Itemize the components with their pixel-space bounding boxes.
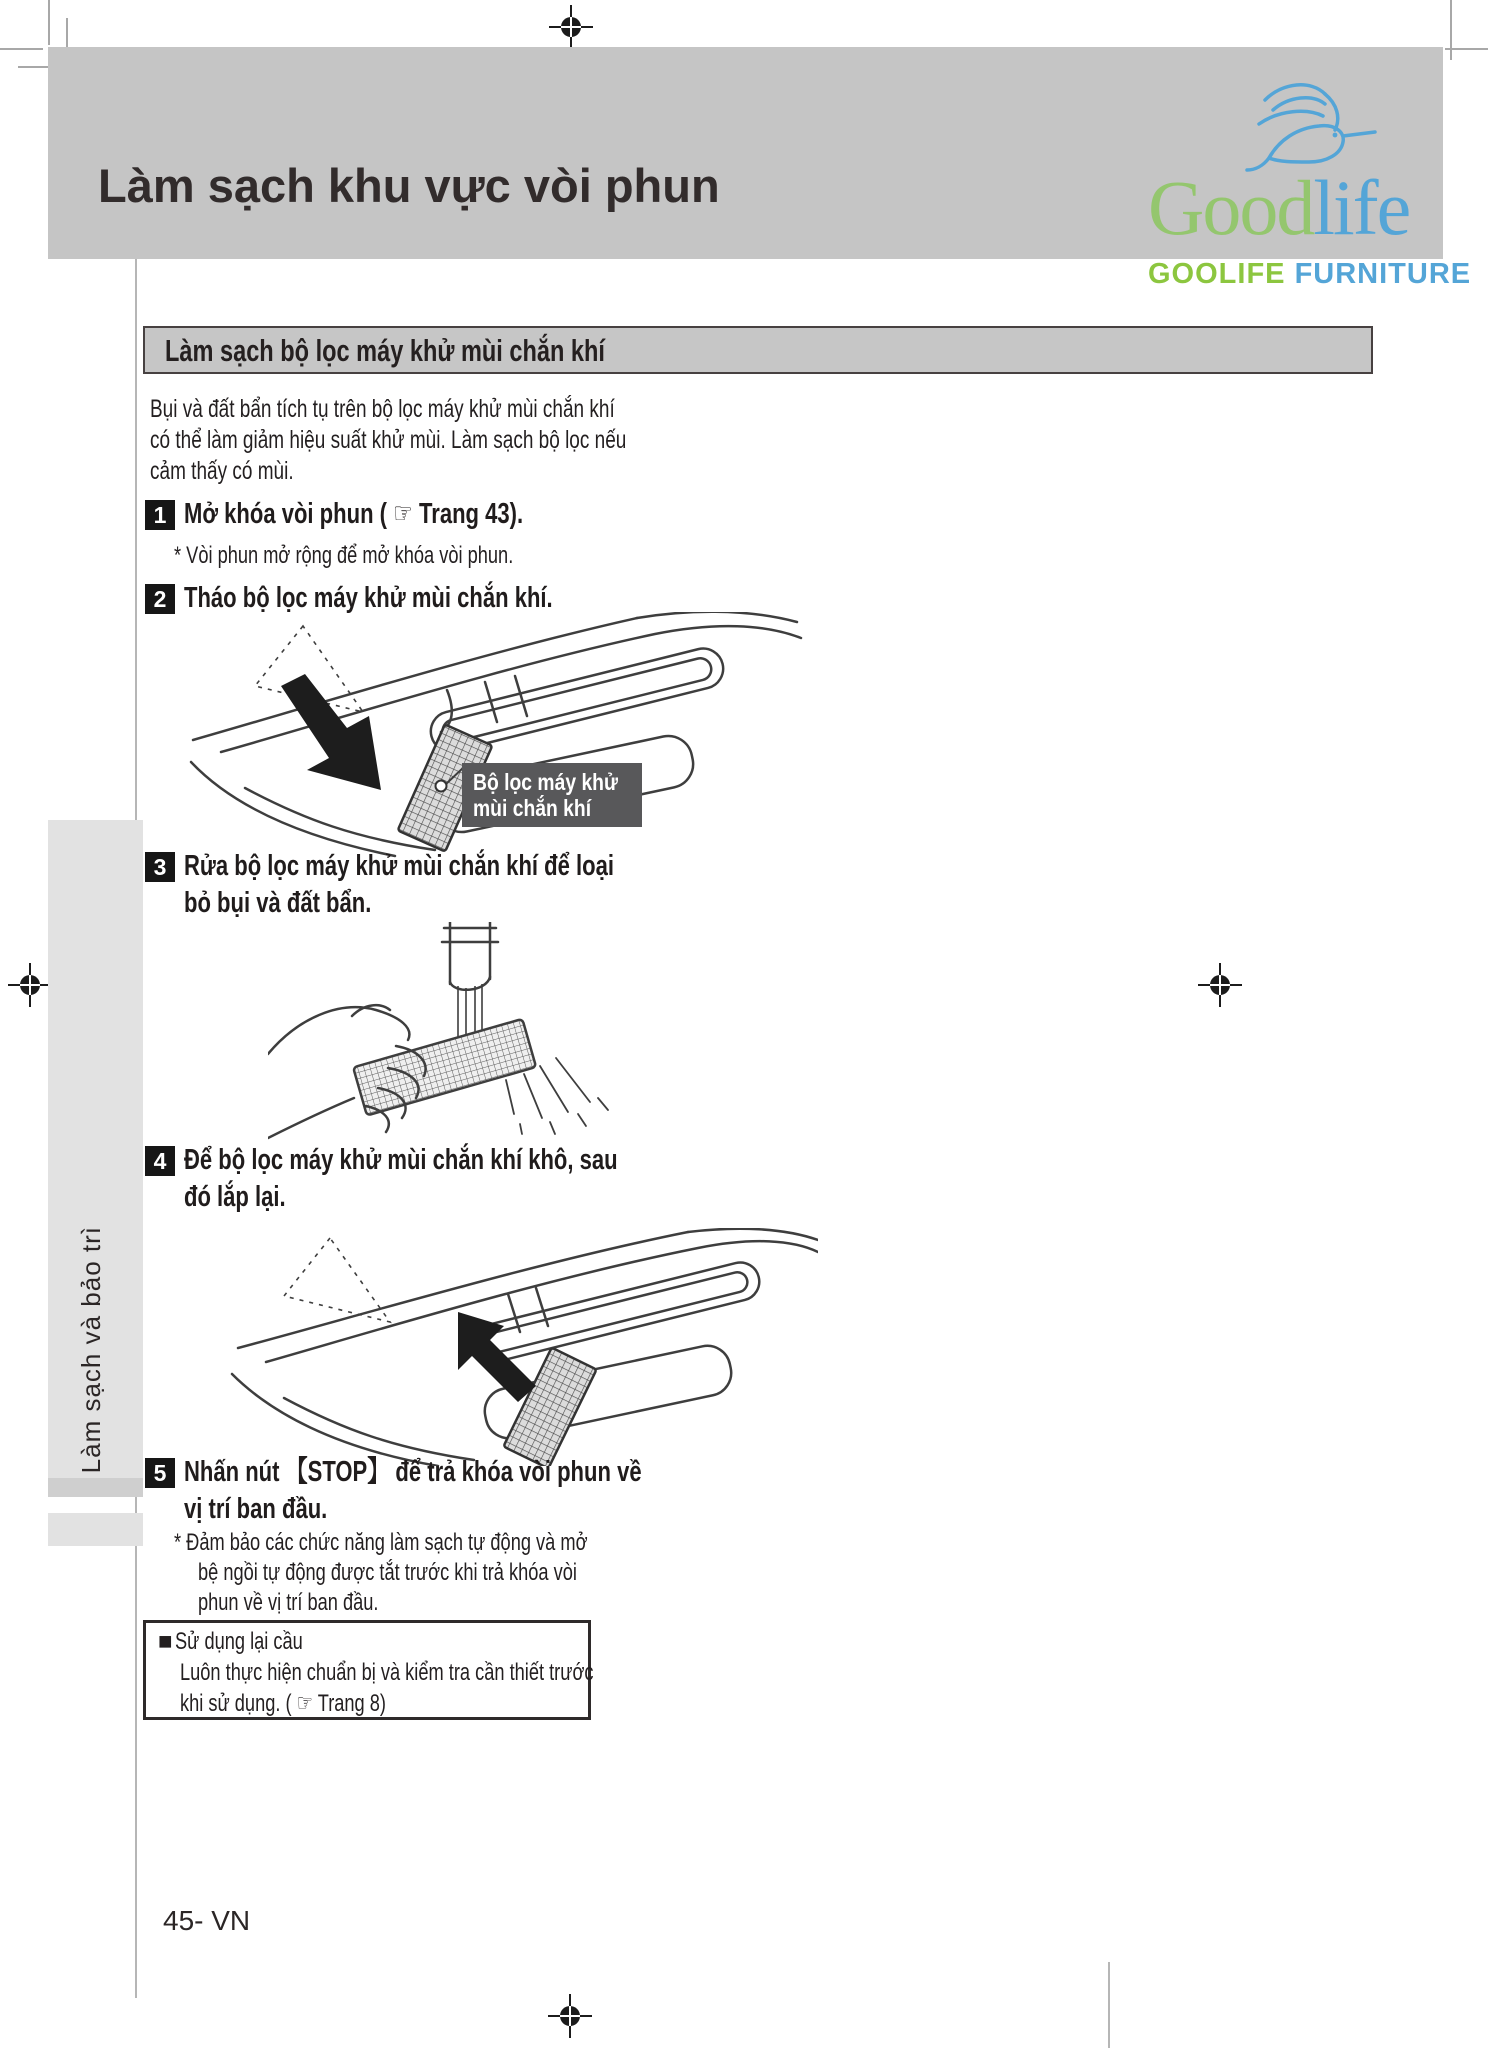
filter-rinsing-illustration bbox=[268, 922, 692, 1154]
step-number-badge: 2 bbox=[145, 584, 175, 614]
filter-callout-box bbox=[462, 763, 642, 827]
brand-wordmark bbox=[1148, 164, 1410, 251]
brand-word-good: Good bbox=[1148, 164, 1314, 251]
step-number-badge: 4 bbox=[145, 1146, 175, 1176]
step-title-line: đó lắp lại. bbox=[184, 1181, 286, 1213]
registration-mark-icon bbox=[549, 5, 593, 49]
step-title-line: Rửa bộ lọc máy khử mùi chắn khí để loại bbox=[184, 850, 614, 882]
sidebar-tab-divider bbox=[48, 1478, 143, 1497]
brand-subtitle-goolife: GOOLIFE bbox=[1148, 258, 1286, 290]
section-header-box bbox=[143, 326, 1373, 374]
step-1-note bbox=[174, 541, 620, 571]
note-box-line: khi sử dụng. ( ☞ Trang 8) bbox=[180, 1690, 386, 1717]
callout-line: Bộ lọc máy khử bbox=[473, 769, 618, 795]
step-note-line: phun về vị trí ban đầu. bbox=[198, 1589, 379, 1616]
square-bullet-icon: ■ bbox=[158, 1628, 173, 1655]
sidebar-chapter-label: Làm sạch và bảo trì bbox=[75, 1226, 106, 1474]
sidebar-chapter-tab-small bbox=[48, 1513, 143, 1546]
step-1-title bbox=[184, 496, 630, 533]
section-header-label: Làm sạch bộ lọc máy khử mùi chắn khí bbox=[165, 333, 605, 368]
step-title-line: Để bộ lọc máy khử mùi chắn khí khô, sau bbox=[184, 1144, 618, 1176]
crop-mark bbox=[1445, 48, 1488, 50]
crop-mark bbox=[1450, 0, 1452, 60]
filter-reinstall-illustration bbox=[218, 1228, 818, 1466]
step-3-title bbox=[184, 848, 750, 922]
page-number: 45- VN bbox=[163, 1905, 251, 1936]
registration-mark-icon bbox=[8, 963, 52, 1007]
intro-paragraph bbox=[150, 394, 777, 487]
step-5-title bbox=[184, 1454, 786, 1528]
registration-mark-icon bbox=[548, 1994, 592, 2038]
hummingbird-icon bbox=[1235, 78, 1385, 178]
content-border-line-bottom bbox=[1108, 1962, 1110, 2048]
step-number-badge: 5 bbox=[145, 1458, 175, 1488]
step-number-badge: 3 bbox=[145, 852, 175, 882]
step-title-line: vị trí ban đầu. bbox=[184, 1493, 328, 1525]
step-number-badge: 1 bbox=[145, 500, 175, 530]
callout-line: mùi chắn khí bbox=[473, 795, 592, 821]
crop-mark bbox=[0, 48, 43, 50]
step-title-line: Mở khóa vòi phun ( ☞ Trang 43). bbox=[184, 498, 524, 530]
note-box-title: Sử dụng lại cầu bbox=[174, 1628, 303, 1655]
step-5-note bbox=[174, 1528, 718, 1618]
registration-mark-icon bbox=[1198, 963, 1242, 1007]
step-title-line: Tháo bộ lọc máy khử mùi chắn khí. bbox=[184, 582, 553, 614]
step-note-line: bệ ngồi tự động được tắt trước khi trả khóa vòi bbox=[198, 1559, 577, 1586]
intro-line: có thể làm giảm hiệu suất khử mùi. Làm sạch bộ lọc nếu bbox=[150, 426, 627, 454]
brand-subtitle-furniture: FURNITURE bbox=[1294, 258, 1472, 290]
brand-word-life: life bbox=[1313, 164, 1410, 251]
brand-subtitle bbox=[1148, 258, 1471, 291]
page-title: Làm sạch khu vực vòi phun bbox=[98, 159, 720, 212]
step-4-title bbox=[184, 1142, 755, 1216]
intro-line: Bụi và đất bẩn tích tụ trên bộ lọc máy khử mùi chắn khí bbox=[150, 395, 615, 423]
crop-mark bbox=[48, 0, 50, 45]
reuse-note-box bbox=[143, 1620, 594, 1720]
step-title-line: bỏ bụi và đất bẩn. bbox=[184, 887, 372, 919]
step-note-line: * Vòi phun mở rộng để mở khóa vòi phun. bbox=[174, 542, 514, 569]
step-title-line: Nhấn nút 【STOP】 để trả khóa vòi phun về bbox=[184, 1456, 642, 1488]
intro-line: cảm thấy có mùi. bbox=[150, 457, 294, 485]
step-note-line: * Đảm bảo các chức năng làm sạch tự động và mở bbox=[174, 1529, 588, 1556]
note-box-line: Luôn thực hiện chuẩn bị và kiểm tra cần thiết trước bbox=[180, 1659, 594, 1686]
